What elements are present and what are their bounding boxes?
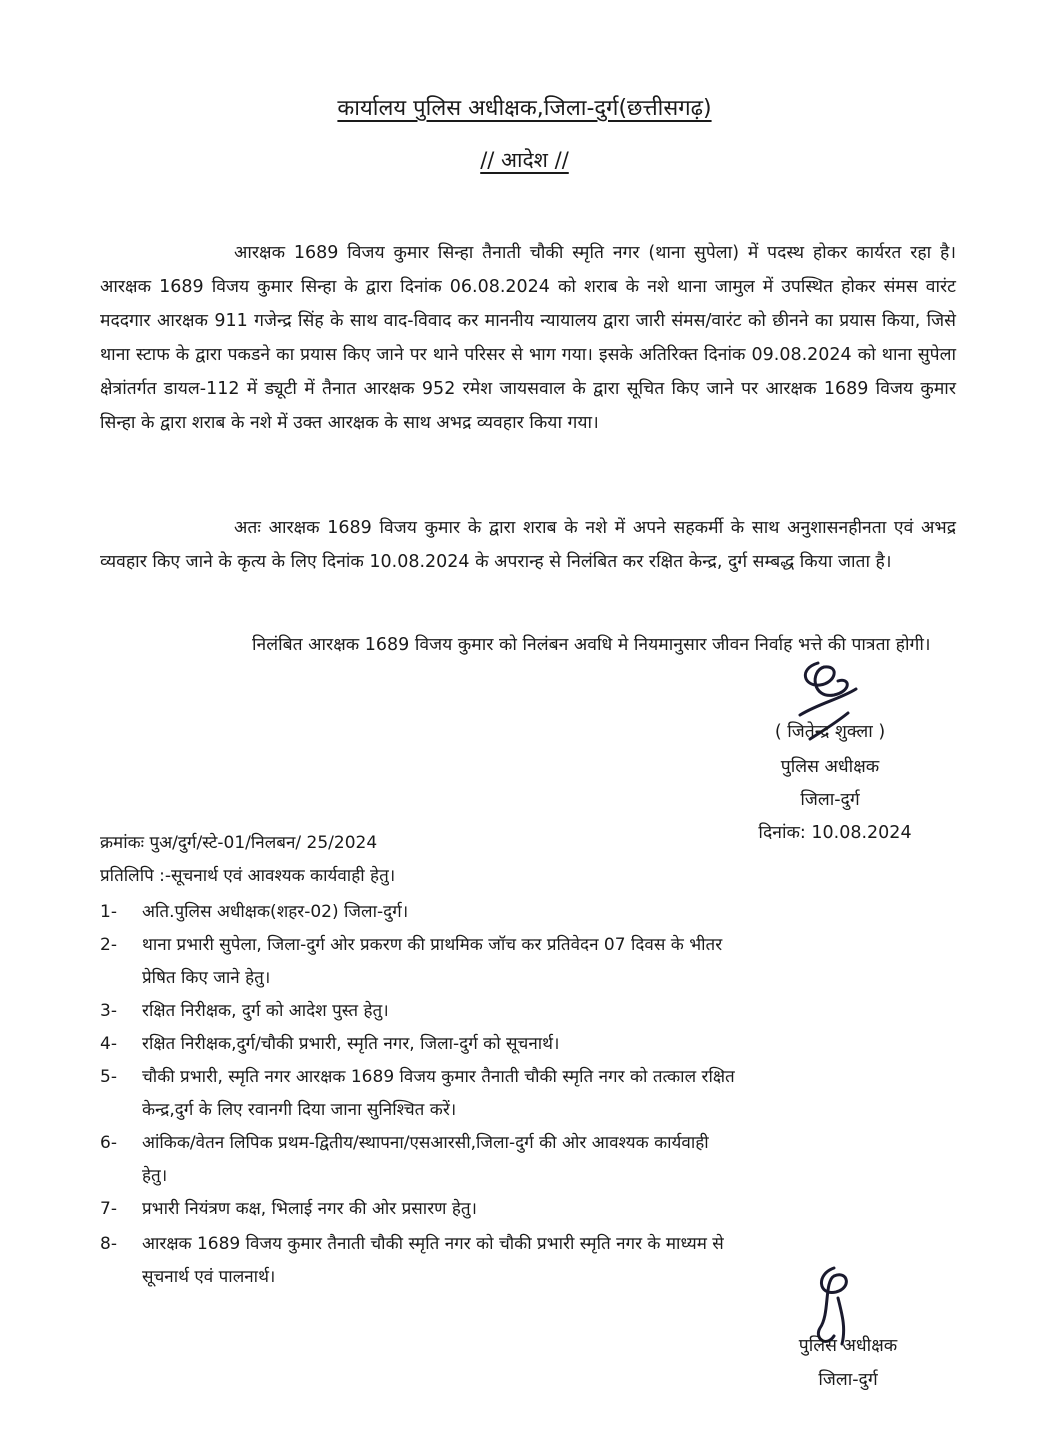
order-heading: // आदेश //: [480, 148, 569, 172]
list-item-7: [142, 1193, 962, 1226]
list-item-line: हेतु।: [142, 1166, 168, 1186]
signatory-district-2: जिला-दुर्ग: [818, 1370, 878, 1390]
list-item-3: [142, 995, 962, 1028]
list-item-number: 1-: [100, 902, 117, 922]
list-item-line: रक्षित निरीक्षक, दुर्ग को आदेश पुस्त हेतु।: [142, 1001, 389, 1021]
list-item-line: अति.पुलिस अधीक्षक(शहर-02) जिला-दुर्ग।: [142, 902, 409, 922]
list-item-line: थाना प्रभारी सुपेला, जिला-दुर्ग ओर प्रकरण की प्राथमिक जॉच कर प्रतिवेदन 07 दिवस के भीतर: [142, 935, 723, 955]
list-item-number: 2-: [100, 935, 117, 955]
copy-heading: प्रतिलिपि :-सूचनार्थ एवं आवश्यक कार्यवाही हेतु।: [100, 866, 396, 886]
list-item-line: चौकी प्रभारी, स्मृति नगर आरक्षक 1689 विजय कुमार तैनाती चौकी स्मृति नगर को तत्काल रक्षित: [142, 1067, 735, 1087]
signatory-designation-2: पुलिस अधीक्षक: [798, 1336, 898, 1356]
signatory-district: जिला-दुर्ग: [800, 790, 860, 810]
list-item-6: [142, 1127, 962, 1193]
list-item-line: आंकिक/वेतन लिपिक प्रथम-द्वितीय/स्थापना/एसआरसी,जिला-दुर्ग की ओर आवश्यक कार्यवाही: [142, 1133, 709, 1153]
list-item-number: 3-: [100, 1001, 117, 1021]
order-paragraph-1: आरक्षक 1689 विजय कुमार सिन्हा तैनाती चौकी स्मृति नगर (थाना सुपेला) में पदस्थ होकर कार्यरत रहा है। आरक्षक 1689 विजय कुमार सिन्हा के द्वारा दिनांक 06.08.2024 को शराब के नशे थाना जामुल में उपस्थित होकर संमस वारंट मददगार आरक्षक 911 गजेन्द्र सिंह के साथ वाद-विवाद कर माननीय न्यायालय द्वारा जारी संमस/वारंट को छीनने का प्रयास किया, जिसे थाना स्टाफ के द्वारा पकडने का प्रयास किए जाने पर थाने परिसर से भाग गया। इसके अतिरिक्त दिनांक 09.08.2024 को थाना सुपेला क्षेत्रांतर्गत डायल-112 में ड्यूटी में तैनात आरक्षक 952 रमेश जायसवाल के द्वारा सूचित किए जाने पर आरक्षक 1689 विजय कुमार सिन्हा के द्वारा शराब के नशे में उक्त आरक्षक के साथ अभद्र व्यवहार किया गया।: [100, 243, 956, 433]
list-item-number: 8-: [100, 1234, 117, 1254]
list-item-line: प्रभारी नियंत्रण कक्ष, भिलाई नगर की ओर प्रसारण हेतु।: [142, 1199, 477, 1219]
list-item-number: 4-: [100, 1034, 117, 1054]
list-item-2: [142, 929, 962, 995]
list-item-1: [142, 896, 962, 929]
office-heading: कार्यालय पुलिस अधीक्षक,जिला-दुर्ग(छत्तीसगढ़): [337, 96, 712, 121]
list-item-number: 5-: [100, 1067, 117, 1087]
order-paragraph-3: निलंबित आरक्षक 1689 विजय कुमार को निलंबन अवधि मे नियमानुसार जीवन निर्वाह भत्ते की पात्रता होगी।: [252, 635, 931, 655]
list-item-5: [142, 1061, 962, 1127]
list-item-4: [142, 1028, 962, 1061]
list-item-line: केन्द्र,दुर्ग के लिए रवानगी दिया जाना सुनिश्चित करें।: [142, 1100, 457, 1120]
memo-number: क्रमांकः पुअ/दुर्ग/स्टे-01/निलबन/ 25/2024: [100, 833, 378, 853]
signatory-designation: पुलिस अधीक्षक: [780, 757, 880, 777]
list-item-number: 6-: [100, 1133, 117, 1153]
list-item-line: रक्षित निरीक्षक,दुर्ग/चौकी प्रभारी, स्मृति नगर, जिला-दुर्ग को सूचनार्थ।: [142, 1034, 560, 1054]
order-paragraph-2: अतः आरक्षक 1689 विजय कुमार के द्वारा शराब के नशे में अपने सहकर्मी के साथ अनुशासनहीनता एवं अभद्र व्यवहार किए जाने के कृत्य के लिए दिनांक 10.08.2024 के अपरान्ह से निलंबित कर रक्षित केन्द्र, दुर्ग सम्बद्ध किया जाता है।: [100, 518, 956, 572]
list-item-number: 7-: [100, 1199, 117, 1219]
order-date: दिनांक: 10.08.2024: [758, 823, 912, 843]
list-item-line: प्रेषित किए जाने हेतु।: [142, 968, 271, 988]
list-item-line: सूचनार्थ एवं पालनार्थ।: [142, 1267, 276, 1287]
list-item-line: आरक्षक 1689 विजय कुमार तैनाती चौकी स्मृति नगर को चौकी प्रभारी स्मृति नगर के माध्यम से: [142, 1234, 724, 1254]
signatory-name: ( जितेन्द्र शुक्ला ): [774, 722, 886, 742]
